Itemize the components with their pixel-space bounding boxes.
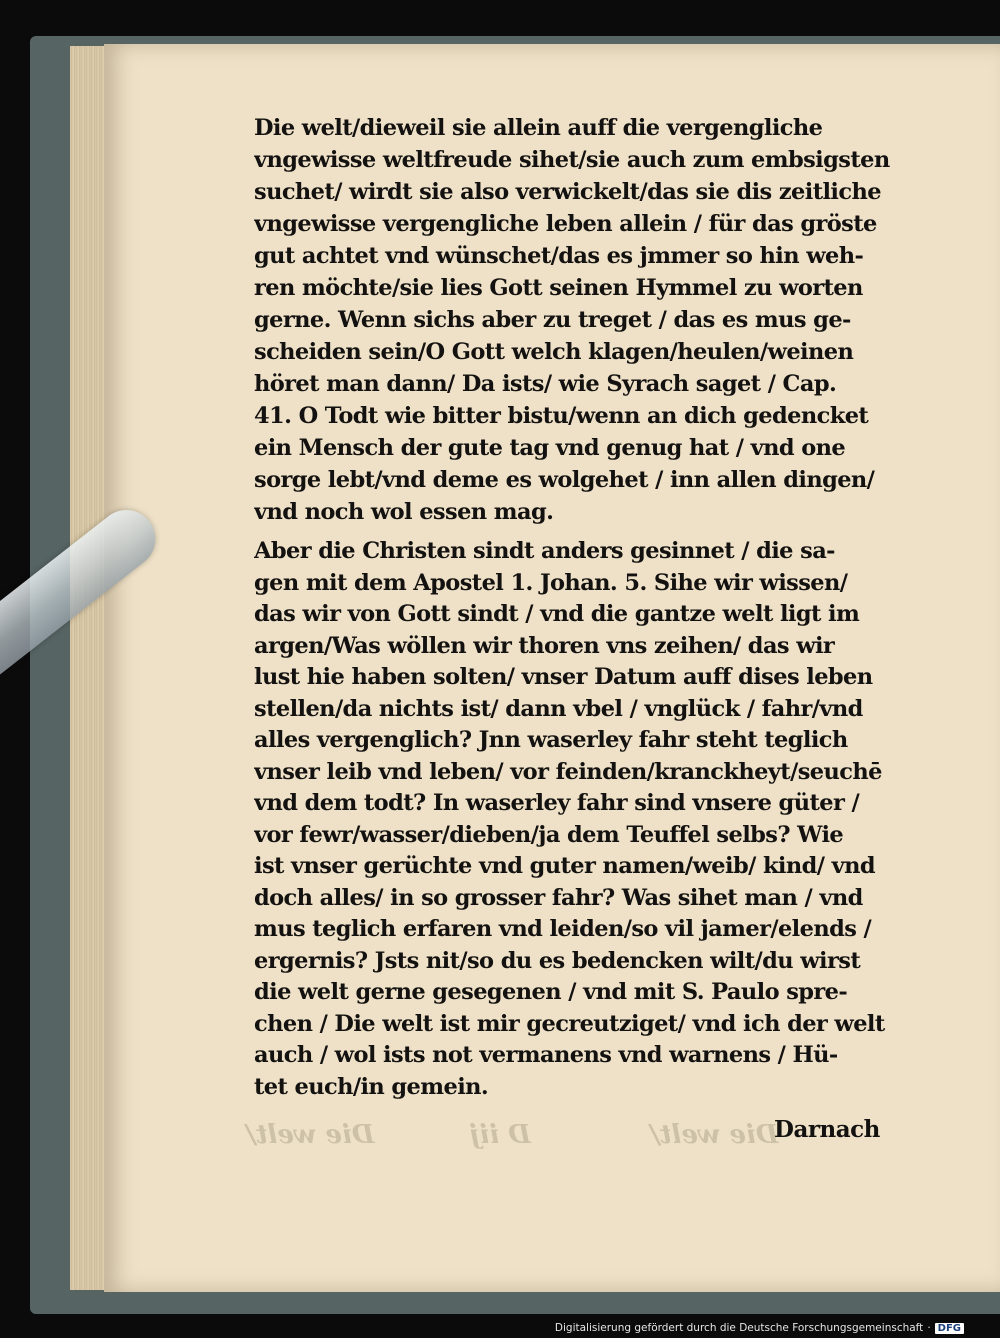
- text-line: Aber die Christen sindt anders gesinnet / die sa-: [254, 538, 835, 564]
- text-line: ren möchte/sie lies Gott seinen Hymmel zu worten: [254, 275, 863, 301]
- bleed-through-text: D iij: [470, 1120, 531, 1150]
- text-line: sorge lebt/vnd deme es wolgehet / inn allen dingen/: [254, 467, 875, 493]
- text-line: vnd noch wol essen mag.: [254, 499, 554, 525]
- text-line: vngewisse weltfreude sihet/sie auch zum embsigsten: [254, 147, 890, 173]
- text-line: alles vergenglich? Jnn waserley fahr steht teglich: [254, 727, 848, 753]
- text-line: 41. O Todt wie bitter bistu/wenn an dich gedencket: [254, 403, 869, 429]
- text-line: ergernis? Jsts nit/so du es bedencken wilt/du wirst: [254, 947, 861, 974]
- text-line: gut achtet vnd wünschet/das es jmmer so hin weh-: [254, 243, 864, 269]
- text-line: doch alles/ in so grosser fahr? Was sihet man / vnd: [254, 884, 863, 911]
- text-line: vor fewr/wasser/dieben/ja dem Teuffel selbs? Wie: [254, 821, 844, 848]
- text-line: mus teglich erfaren vnd leiden/so vil jamer/elends /: [254, 916, 872, 942]
- text-line: die welt gerne gesegenen / vnd mit S. Paulo spre-: [254, 979, 848, 1005]
- text-line: ist vnser gerüchte vnd guter namen/weib/ kind/ vnd: [254, 853, 875, 879]
- text-line: vnd dem todt? In waserley fahr sind vnsere güter /: [254, 790, 860, 816]
- text-line: tet euch/in gemein.: [254, 1073, 489, 1100]
- text-line: suchet/ wirdt sie also verwickelt/das sie dis zeitliche: [254, 179, 881, 205]
- text-line: ein Mensch der gute tag vnd genug hat / vnd one: [254, 435, 846, 461]
- text-line: chen / Die welt ist mir gecreutziget/ vnd ich der welt: [254, 1010, 885, 1037]
- footer-separator: ·: [927, 1322, 931, 1334]
- text-line: vnser leib vnd leben/ vor feinden/kranckheyt/seuchē: [254, 758, 882, 785]
- paragraph-1: [254, 112, 904, 528]
- text-line: lust hie haben solten/ vnser Datum auff dises leben: [254, 664, 873, 690]
- text-line: stellen/da nichts ist/ dann vbel / vnglück / fahr/vnd: [254, 695, 863, 722]
- text-line: argen/Was wöllen wir thoren vns zeihen/ das wir: [254, 632, 835, 659]
- text-line: höret man dann/ Da ists/ wie Syrach saget / Cap.: [254, 371, 837, 397]
- text-line: Die welt/dieweil sie allein auff die vergengliche: [254, 115, 823, 141]
- bleed-through-text: Die welt/: [650, 1120, 779, 1150]
- bleed-through-text: Die welt/: [246, 1120, 375, 1150]
- dfg-logo-icon: DFG: [935, 1323, 964, 1334]
- text-line: scheiden sein/O Gott welch klagen/heulen/weinen: [254, 339, 854, 365]
- text-line: gerne. Wenn sichs aber zu treget / das es mus ge-: [254, 307, 851, 333]
- text-line: auch / wol ists not vermanens vnd warnens / Hü-: [254, 1042, 838, 1068]
- text-line: das wir von Gott sindt / vnd die gantze welt ligt im: [254, 601, 860, 627]
- text-line: gen mit dem Apostel 1. Johan. 5. Sihe wir wissen/: [254, 569, 848, 596]
- text-line: vngewisse vergengliche leben allein / für das gröste: [254, 211, 877, 237]
- footer: [555, 1322, 964, 1334]
- catchword: Darnach: [774, 1116, 880, 1143]
- footer-credit: Digitalisierung gefördert durch die Deutsche Forschungsgemeinschaft: [554, 1322, 924, 1334]
- paragraph-2: [254, 536, 904, 1103]
